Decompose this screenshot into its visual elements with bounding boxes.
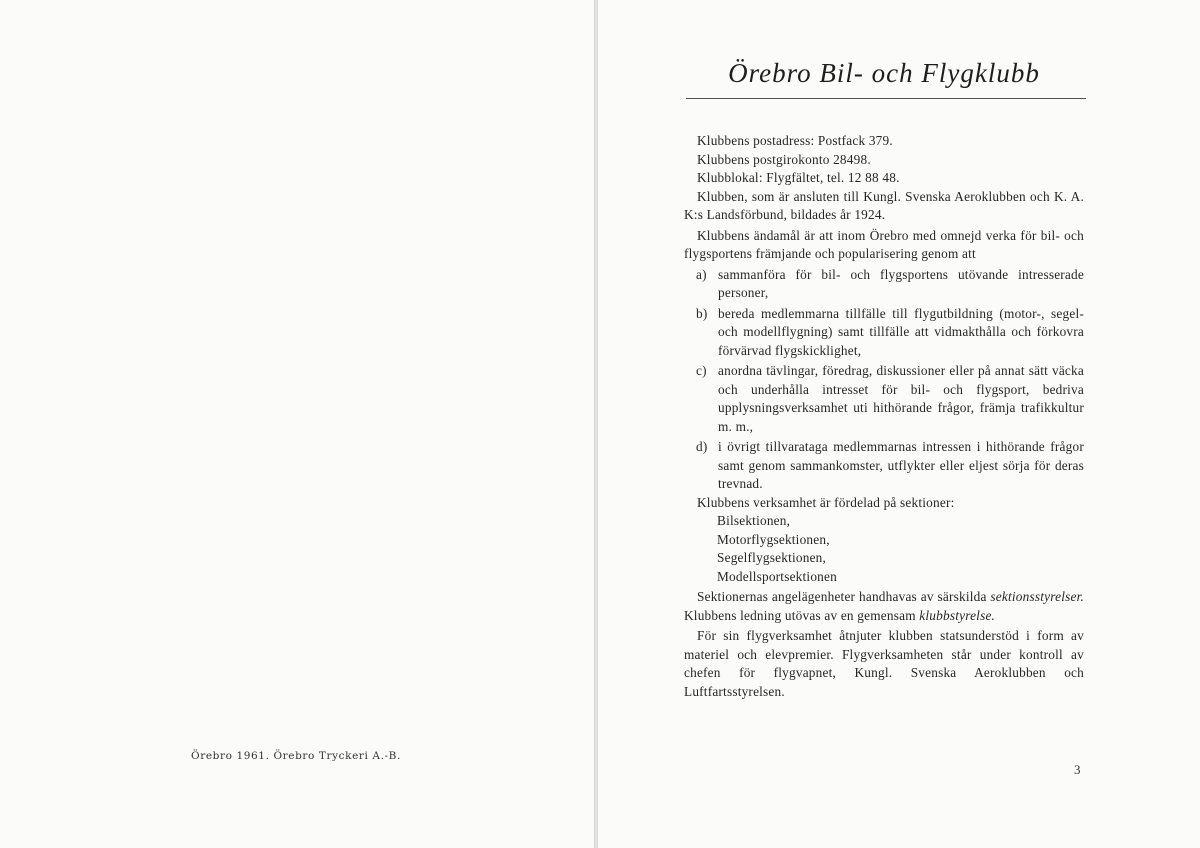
right-page (598, 0, 1200, 848)
item-label: c) (696, 363, 707, 378)
purpose-intro: Klubbens ändamål är att inom Örebro med omnejd verka för bil- och flygsportens främjande och popularisering genom att (684, 227, 1084, 261)
item-label: b) (696, 305, 708, 321)
sections-list (684, 512, 1084, 586)
affiliation-paragraph: Klubben, som är ansluten till Kungl. Svenska Aeroklubben och K. A. K:s Landsförbund, bildades år 1924. (684, 188, 1084, 222)
address-line: Klubbens postadress: Postfack 379. (697, 133, 893, 148)
section-item: Bilsektionen, (717, 513, 791, 528)
page-title: Örebro Bil- och Flygklubb (728, 58, 1040, 88)
page-number: 3 (1074, 762, 1081, 777)
item-text: i övrigt tillvarataga medlemmarnas intressen i hithörande frågor samt genom sammankomster, utflykter eller eljest sörja för deras trevnad. (718, 439, 1084, 491)
sections-intro: Klubbens verksamhet är fördelad på sektioner: (697, 494, 955, 510)
purpose-item-d (684, 438, 1084, 494)
governance-term-club-board: klubbstyrelse. (919, 607, 996, 623)
purpose-item-b (684, 305, 1084, 361)
clubhouse-line: Klubblokal: Flygfältet, tel. 12 88 48. (697, 170, 900, 185)
state-support-paragraph: För sin flygverksamhet åtnjuter klubben statsunderstöd i form av materiel och elevpremier. Flygverksamheten står under kontroll av chefen för flygvapnet, Kungl. Svenska Aeroklubben och Luftfartsstyrelsen. (684, 628, 1084, 699)
governance-text-b: Klubbens ledning utövas av en gemensam (684, 607, 920, 623)
purpose-item-a (684, 266, 1084, 303)
governance-text-a: Sektionernas angelägenheter handhavas av särskilda (697, 589, 991, 604)
governance-paragraph (684, 588, 1084, 625)
title-divider (686, 98, 1086, 99)
section-item: Segelflygsektionen, (717, 550, 827, 565)
section-item: Modellsportsektionen (717, 568, 837, 584)
item-label: a) (696, 266, 707, 282)
left-page (0, 0, 594, 848)
purpose-item-c (684, 362, 1084, 436)
printer-imprint: Örebro 1961. Örebro Tryckeri A.-B. (191, 750, 401, 762)
governance-term-section-boards: sektionsstyrelser. (990, 589, 1084, 604)
page-body (684, 132, 1084, 701)
item-label: d) (696, 439, 708, 454)
item-text: bereda medlemmarna tillfälle till flygutbildning (motor-, segel- och modellflygning) samt tillfälle att vidmakthålla och förkovra förvärvad flygskicklighet, (718, 305, 1084, 358)
postgiro-line: Klubbens postgirokonto 28498. (697, 151, 871, 167)
section-item: Motorflygsektionen, (717, 531, 830, 547)
item-text: sammanföra för bil- och flygsportens utövande intresserade personer, (718, 266, 1084, 300)
item-text: anordna tävlingar, föredrag, diskussioner eller på annat sätt väcka och underhålla intresset för bil- och flygsport, bedriva upplysningsverksamhet uti hithörande frågor, främja trafikkultur m. m., (718, 363, 1084, 434)
